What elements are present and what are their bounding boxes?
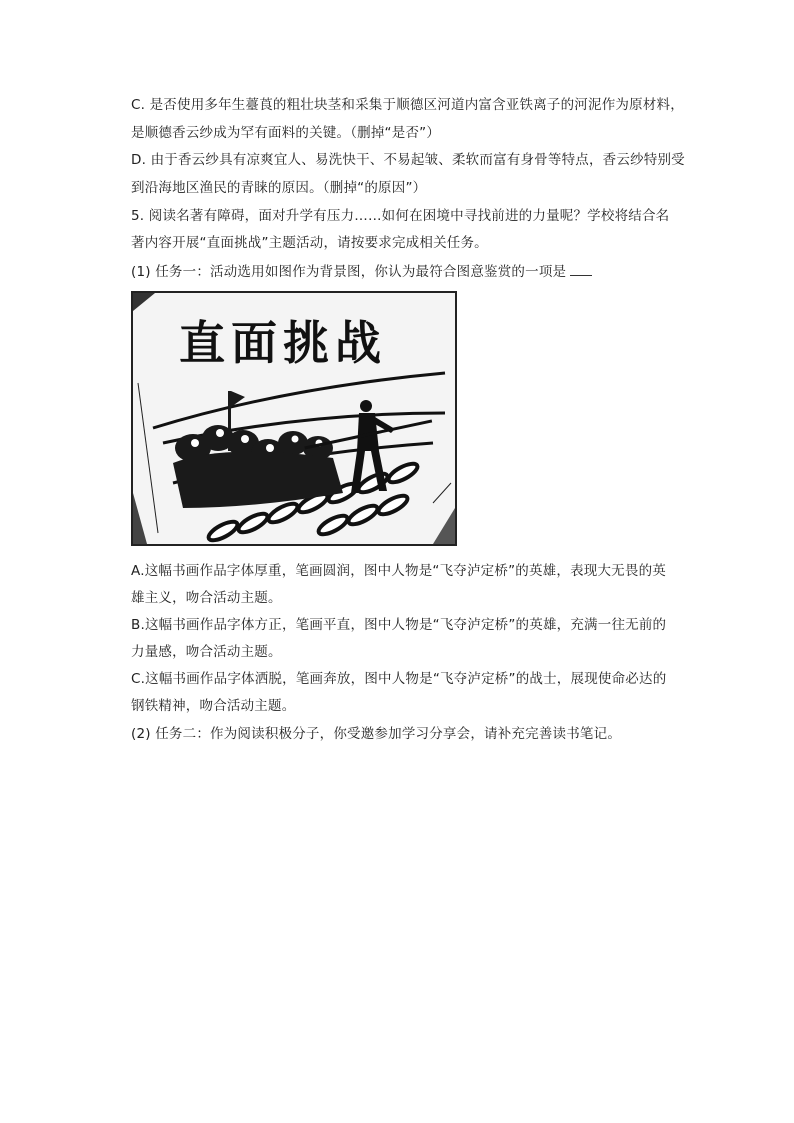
task-1-prompt xyxy=(131,262,592,281)
option-c-text-line1: C. 是否使用多年生薹莨的粗壮块茎和采集于顺德区河道内富含亚铁离子的河泥作为原材料， xyxy=(131,97,684,113)
option-d-text-line1: D. 由于香云纱具有凉爽宜人、易洗快干、不易起皱、柔软而富有身骨等特点，香云纱特别受 xyxy=(131,152,685,168)
figure-title: 直面挑战 xyxy=(179,316,387,370)
option-a-line1: A.这幅书画作品字体厚重，笔画圆润，图中人物是“飞夺泸定桥”的英雄，表现大无畏的英 xyxy=(131,563,666,579)
option-d-text-line2: 到沿海地区渔民的青睐的原因。（删掉“的原因”） xyxy=(131,180,427,196)
question-5-line2: 著内容开展“直面挑战”主题活动，请按要求完成相关任务。 xyxy=(131,235,488,251)
option-c2-line1: C.这幅书画作品字体洒脱，笔画奔放，图中人物是“飞夺泸定桥”的战士，展现使命必达的 xyxy=(131,671,667,687)
option-a-line2: 雄主义，吻合活动主题。 xyxy=(131,590,282,606)
woodcut-figure xyxy=(131,291,457,546)
option-c-text-line2: 是顺德香云纱成为罕有面料的关键。（删掉“是否”） xyxy=(131,125,441,141)
option-c2-line2: 钢铁精神，吻合活动主题。 xyxy=(131,698,296,714)
task-1-text: (1) 任务一：活动选用如图作为背景图，你认为最符合图意鉴赏的一项是 xyxy=(131,264,567,280)
option-b-line2: 力量感，吻合活动主题。 xyxy=(131,644,282,660)
question-5-line1: 5. 阅读名著有障碍，面对升学有压力……如何在困境中寻找前进的力量呢？学校将结合名 xyxy=(131,208,670,224)
task-2-prompt: (2) 任务二：作为阅读积极分子，你受邀参加学习分享会，请补充完善读书笔记。 xyxy=(131,726,622,742)
option-b-line1: B.这幅书画作品字体方正，笔画平直，图中人物是“飞夺泸定桥”的英雄，充满一往无前的 xyxy=(131,617,667,633)
woodcut-illustration xyxy=(133,293,455,544)
answer-blank[interactable] xyxy=(570,262,592,276)
